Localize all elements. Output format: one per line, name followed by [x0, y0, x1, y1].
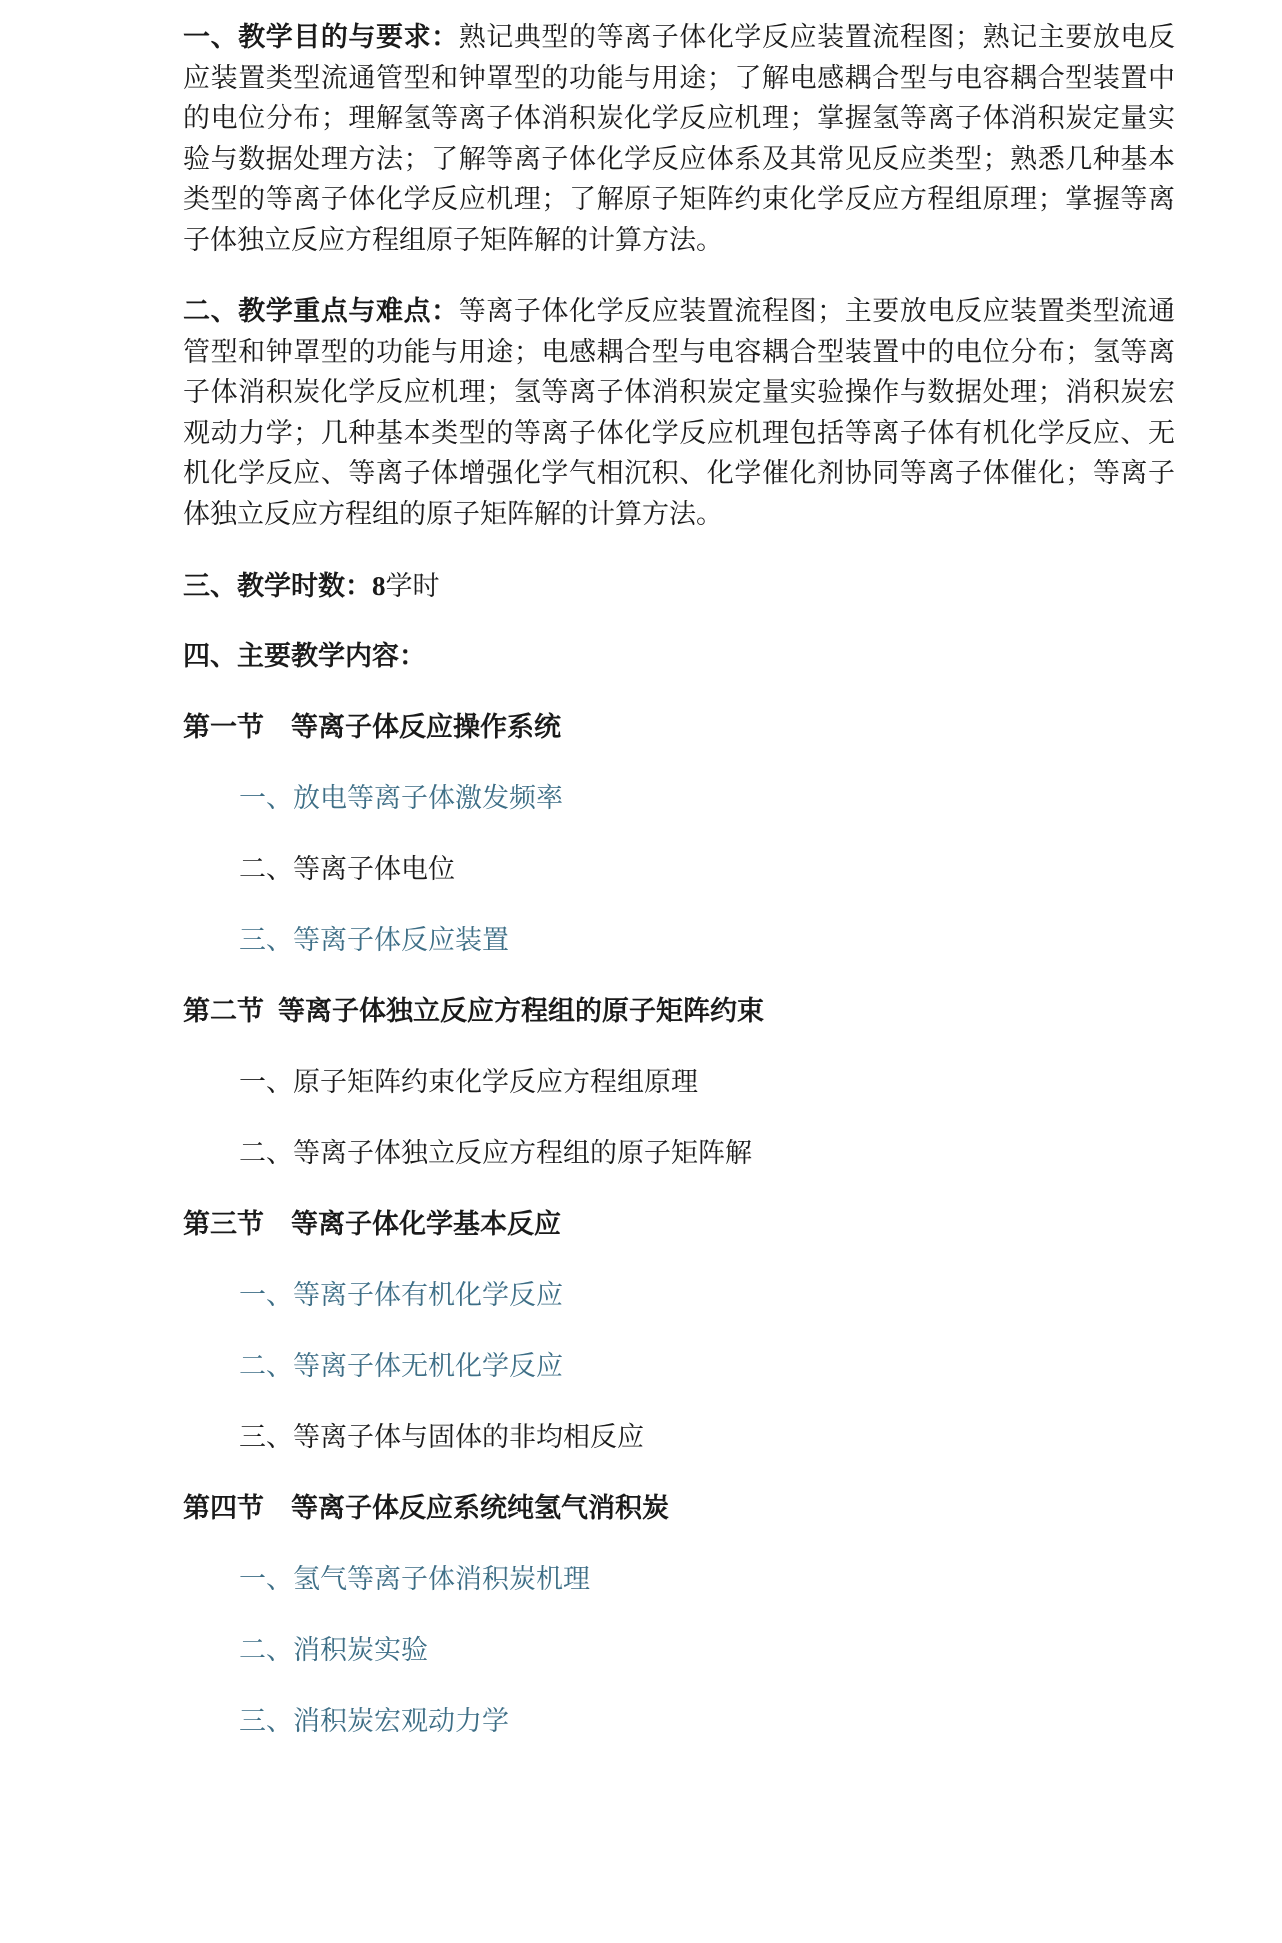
content-heading: 四、主要教学内容： — [183, 641, 426, 672]
hours-heading: 三、教学时数： — [183, 571, 372, 602]
section-name: 等离子体独立反应方程组的原子矩阵约束 — [278, 996, 764, 1027]
goals-paragraph — [183, 18, 1175, 261]
section-title — [183, 708, 1175, 748]
section-item: 二、等离子体独立反应方程组的原子矩阵解 — [239, 1138, 752, 1169]
section-name: 等离子体反应操作系统 — [291, 712, 561, 743]
focus-heading: 二、教学重点与难点： — [183, 296, 459, 327]
section-name: 等离子体化学基本反应 — [291, 1209, 561, 1240]
section-number: 第一节 — [183, 712, 264, 743]
section-number: 第四节 — [183, 1493, 264, 1524]
section-item-link[interactable]: 三、消积炭宏观动力学 — [239, 1706, 509, 1737]
hours-value: 8 — [372, 571, 386, 601]
section-number: 第二节 — [183, 996, 264, 1027]
section-name: 等离子体反应系统纯氢气消积炭 — [291, 1493, 669, 1524]
section-item-link[interactable]: 二、消积炭实验 — [239, 1635, 428, 1666]
section-title — [183, 1489, 1175, 1529]
goals-text: 熟记典型的等离子体化学反应装置流程图；熟记主要放电反应装置类型流通管型和钟罩型的功能与用途；了解电感耦合型与电容耦合型装置中的电位分布；理解氢等离子体消积炭化学反应机理；掌握氢等离子体消积炭定量实验与数据处理方法；了解等离子体化学反应体系及其常见反应类型；熟悉几种基本类型的等离子体化学反应机理；了解原子矩阵约束化学反应方程组原理；掌握等离子体独立反应方程组原子矩阵解的计算方法。 — [183, 22, 1176, 256]
teaching-hours — [183, 566, 1175, 606]
section-item-link[interactable]: 一、等离子体有机化学反应 — [239, 1280, 563, 1311]
section-item: 二、等离子体电位 — [239, 854, 455, 885]
focus-paragraph — [183, 292, 1175, 535]
section-item: 一、原子矩阵约束化学反应方程组原理 — [239, 1067, 698, 1098]
section-item-link[interactable]: 一、氢气等离子体消积炭机理 — [239, 1564, 590, 1595]
section-item-link[interactable]: 二、等离子体无机化学反应 — [239, 1351, 563, 1382]
goals-heading: 一、教学目的与要求： — [183, 22, 459, 53]
focus-text: 等离子体化学反应装置流程图；主要放电反应装置类型流通管型和钟罩型的功能与用途；电感耦合型与电容耦合型装置中的电位分布；氢等离子体消积炭化学反应机理；氢等离子体消积炭定量实验操作与数据处理；消积炭宏观动力学；几种基本类型的等离子体化学反应机理包括等离子体有机化学反应、无机化学反应、等离子体增强化学气相沉积、化学催化剂协同等离子体催化；等离子体独立反应方程组的原子矩阵解的计算方法。 — [183, 296, 1176, 530]
section-item: 三、等离子体与固体的非均相反应 — [239, 1422, 644, 1453]
section-item-link[interactable]: 三、等离子体反应装置 — [239, 925, 509, 956]
section-title — [183, 1205, 1175, 1245]
section-number: 第三节 — [183, 1209, 264, 1240]
section-title — [183, 992, 1175, 1032]
hours-unit: 学时 — [385, 571, 440, 602]
section-item-link[interactable]: 一、放电等离子体激发频率 — [239, 783, 563, 814]
document-page — [183, 18, 1175, 1742]
